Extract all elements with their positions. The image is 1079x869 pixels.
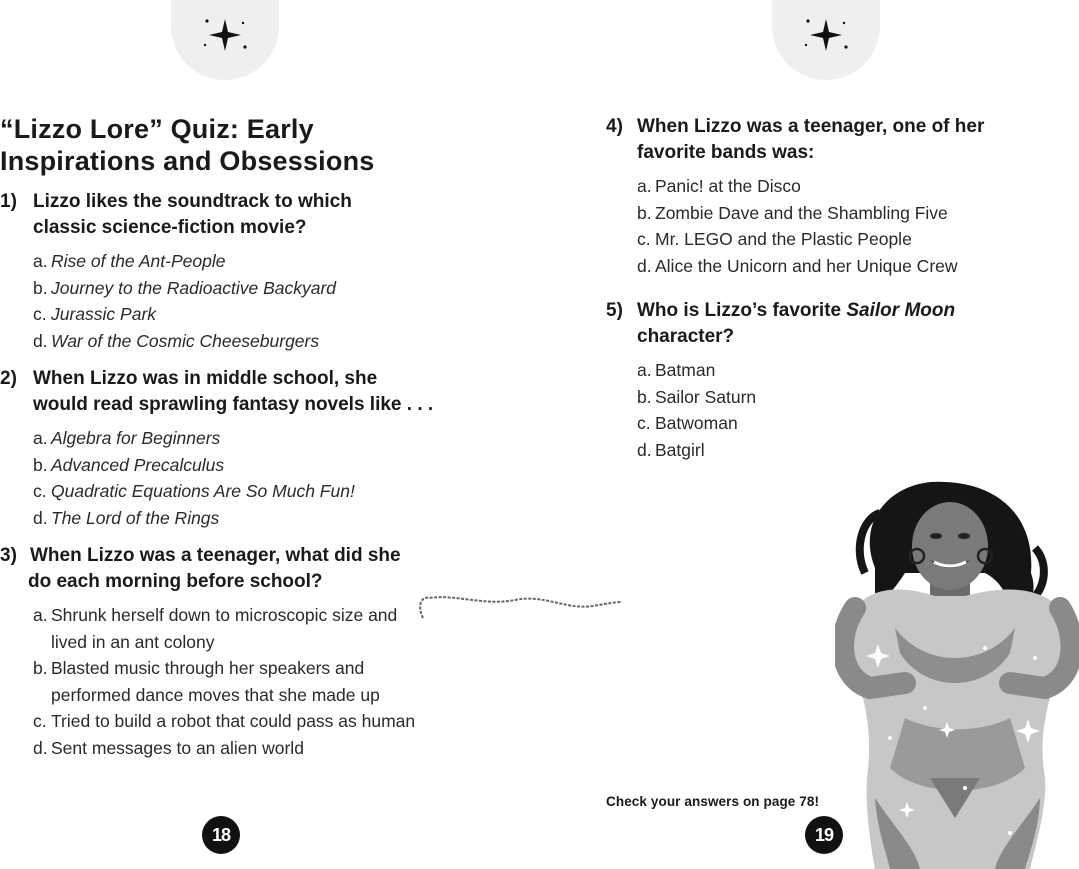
right-header-tab [772,0,880,80]
option-text: War of the Cosmic Cheeseburgers [51,330,320,351]
option-text: Alice the Unicorn and her Unique Crew [655,255,958,276]
question-text: When Lizzo was a teenager, one of her [637,116,985,137]
answer-list [33,425,355,531]
question-text: would read sprawling fantasy novels like . . . [33,394,434,415]
answer-option[interactable] [637,173,958,200]
show-title: Sailor Moon [846,300,956,321]
question-text-part: Who is Lizzo’s favorite [637,300,847,321]
question-number: 2) [0,368,17,389]
option-letter: a. [637,360,652,380]
answer-list [33,602,473,761]
question-text: When Lizzo was a teenager, what did she [30,545,401,566]
option-letter: c. [33,481,47,501]
question-text: do each morning before school? [28,571,323,592]
option-text: performed dance moves that she made up [51,684,380,705]
option-text: Advanced Precalculus [51,454,225,475]
option-letter: d. [637,255,652,276]
answer-option[interactable] [637,410,756,437]
option-text: Journey to the Radioactive Backyard [51,277,337,298]
option-letter: d. [33,507,48,528]
option-letter: c. [33,711,47,731]
page-number-badge: 19 [805,816,843,854]
option-text: Batwoman [655,413,738,433]
question-text: Lizzo likes the soundtrack to which [33,191,352,212]
option-text: Tried to build a robot that could pass as human [51,711,416,731]
question-4 [606,114,1026,166]
answer-list [637,357,756,463]
answer-option[interactable] [33,275,336,302]
option-text: Algebra for Beginners [51,428,221,448]
option-letter: d. [637,439,652,460]
question-number: 5) [606,300,623,321]
answer-option[interactable] [637,226,958,253]
option-letter: b. [637,386,652,407]
question-text: favorite bands was: [637,142,815,163]
answer-option[interactable] [637,253,958,280]
answer-list [637,173,958,279]
left-header-tab [171,0,279,80]
answers-footnote: Check your answers on page 78! [606,794,820,809]
option-text: Sailor Saturn [655,386,757,407]
lizzo-illustration [835,478,1079,869]
option-text: Batman [655,360,716,380]
option-letter: a. [33,428,48,448]
question-1 [0,189,440,241]
option-text: lived in an ant colony [51,631,215,652]
answer-option[interactable] [33,425,355,452]
question-number: 1) [0,191,17,212]
option-letter: a. [33,251,48,271]
answer-option[interactable] [637,357,756,384]
option-text: Mr. LEGO and the Plastic People [655,229,912,249]
page-number-badge: 18 [202,816,240,854]
option-letter: b. [637,202,652,223]
option-text: Rise of the Ant-People [51,251,226,271]
answer-option[interactable] [637,200,958,227]
pencil-scribble [415,592,627,624]
option-letter: a. [33,605,48,625]
answer-option[interactable] [33,452,355,479]
option-text: Shrunk herself down to microscopic size and [51,605,398,625]
question-text: When Lizzo was in middle school, she [33,368,378,389]
answer-option[interactable] [33,248,336,275]
answer-option[interactable] [637,384,756,411]
answer-option[interactable] [33,301,336,328]
question-text: classic science-fiction movie? [33,217,307,238]
option-letter: b. [33,658,48,678]
title-line: “Lizzo Lore” Quiz: Early [0,114,314,144]
question-text [606,298,1026,324]
question-text: character? [637,326,735,347]
sparkle-icon [800,15,852,55]
option-letter: d. [33,737,48,758]
answer-option[interactable] [33,602,473,655]
option-letter: b. [33,277,48,298]
question-2 [0,366,470,418]
option-letter: c. [637,413,651,433]
question-3 [0,543,460,595]
option-text: Quadratic Equations Are So Much Fun! [51,481,355,501]
option-letter: a. [637,176,652,196]
answer-list [33,248,336,354]
question-number: 4) [606,116,623,137]
option-text: Zombie Dave and the Shambling Five [655,202,948,223]
option-text: Jurassic Park [51,304,157,324]
option-text: Sent messages to an alien world [51,737,304,758]
question-5 [606,298,1026,350]
answer-option[interactable] [33,735,473,762]
sparkle-icon [199,15,251,55]
answer-option[interactable] [33,708,473,735]
page-title [0,113,375,177]
option-text: Blasted music through her speakers and [51,658,365,678]
answer-option[interactable] [33,655,473,708]
option-text: The Lord of the Rings [51,507,220,528]
option-text: Panic! at the Disco [655,176,801,196]
answer-option[interactable] [33,505,355,532]
option-letter: c. [33,304,47,324]
answer-option[interactable] [33,328,336,355]
option-letter: b. [33,454,48,475]
question-number: 3) [0,545,17,566]
title-line: Inspirations and Obsessions [0,146,375,176]
option-text: Batgirl [655,439,705,460]
option-letter: c. [637,229,651,249]
answer-option[interactable] [637,437,756,464]
answer-option[interactable] [33,478,355,505]
option-letter: d. [33,330,48,351]
